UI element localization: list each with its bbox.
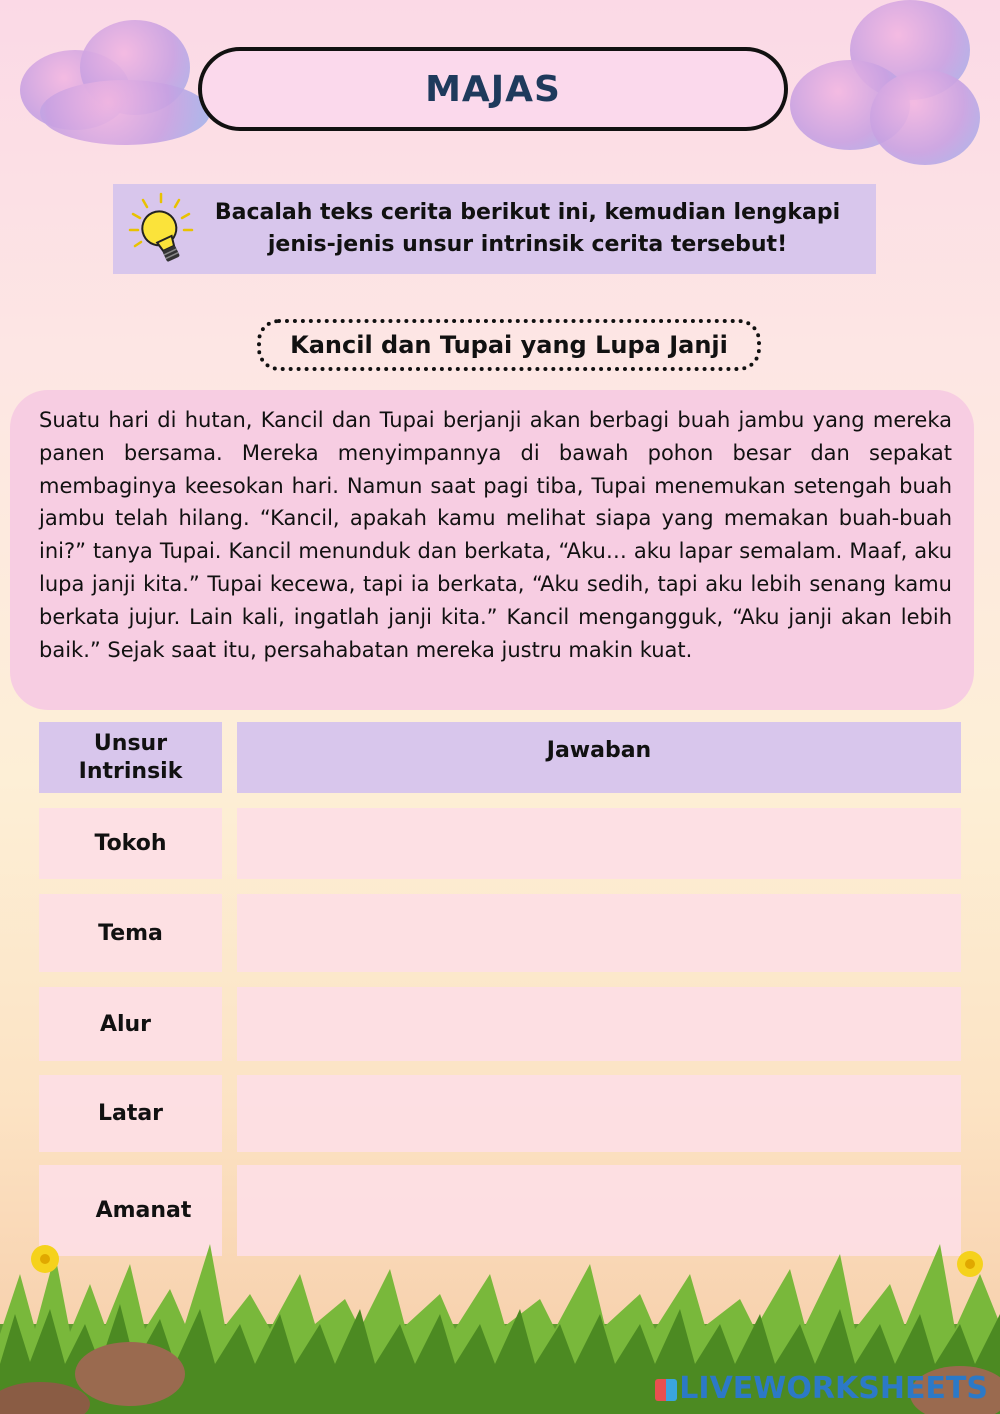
instruction-line-1: Bacalah teks cerita berikut ini, kemudian lengkapi xyxy=(214,200,841,225)
logo-text: LIVEWORKSHEETS xyxy=(679,1371,988,1406)
cloud-decoration-left xyxy=(20,10,210,145)
column-header-unsur xyxy=(39,722,222,793)
liveworksheets-mark-icon xyxy=(655,1379,677,1401)
cloud-decoration-right xyxy=(770,0,980,165)
column-header-jawaban: Jawaban xyxy=(237,722,961,793)
story-text: Suatu hari di hutan, Kancil dan Tupai berjanji akan berbagi buah jambu yang mereka panen bersama. Mereka menyimpannya di bawah pohon besar dan sepakat membaginya keesokan hari. Namun saat pagi tiba, Tupai menemukan setengah buah jambu telah hilang. “Kancil, apakah kamu melihat siapa yang memakan buah-buah ini?” tanya Tupai. Kancil menunduk dan berkata, “Aku… aku lapar semalam. Maaf, aku lupa janji kita.” Tupai kecewa, tapi ia berkata, “Aku sedih, tapi aku lebih senang kamu berkata jujur. Lain kali, ingatlah janji kita.” Kancil mengangguk, “Aku janji akan lebih baik.” Sejak saat itu, persahabatan mereka justru makin kuat. xyxy=(39,408,952,662)
title-banner xyxy=(198,47,788,131)
liveworksheets-logo xyxy=(655,1371,988,1406)
column-header-line-1: Unsur xyxy=(93,730,168,756)
table-row xyxy=(39,987,961,1061)
story-box xyxy=(10,390,974,710)
answer-field-alur[interactable] xyxy=(237,987,961,1061)
answer-input-tokoh[interactable] xyxy=(237,808,965,881)
row-label-tokoh: Tokoh xyxy=(39,808,222,879)
table-row xyxy=(39,808,961,879)
answer-field-latar[interactable] xyxy=(237,1075,961,1152)
row-label-amanat: Amanat xyxy=(39,1165,222,1256)
column-header-line-2: Intrinsik xyxy=(78,758,183,784)
row-label-alur: Alur xyxy=(39,987,222,1061)
instruction-line-2: jenis-jenis unsur intrinsik cerita tersebut! xyxy=(267,232,788,257)
row-label-latar: Latar xyxy=(39,1075,222,1152)
page-title: MAJAS xyxy=(425,68,561,110)
row-label-tema: Tema xyxy=(39,894,222,972)
answer-field-tokoh[interactable] xyxy=(237,808,961,879)
table-header xyxy=(39,722,961,793)
story-title: Kancil dan Tupai yang Lupa Janji xyxy=(257,319,761,371)
answer-input-latar[interactable] xyxy=(237,1075,965,1154)
table-row xyxy=(39,1075,961,1152)
instruction-text xyxy=(209,197,876,261)
answer-input-tema[interactable] xyxy=(237,894,965,974)
lightbulb-icon xyxy=(113,184,209,274)
table-row xyxy=(39,894,961,972)
answer-field-tema[interactable] xyxy=(237,894,961,972)
answer-input-alur[interactable] xyxy=(237,987,965,1063)
instruction-box xyxy=(113,184,876,274)
